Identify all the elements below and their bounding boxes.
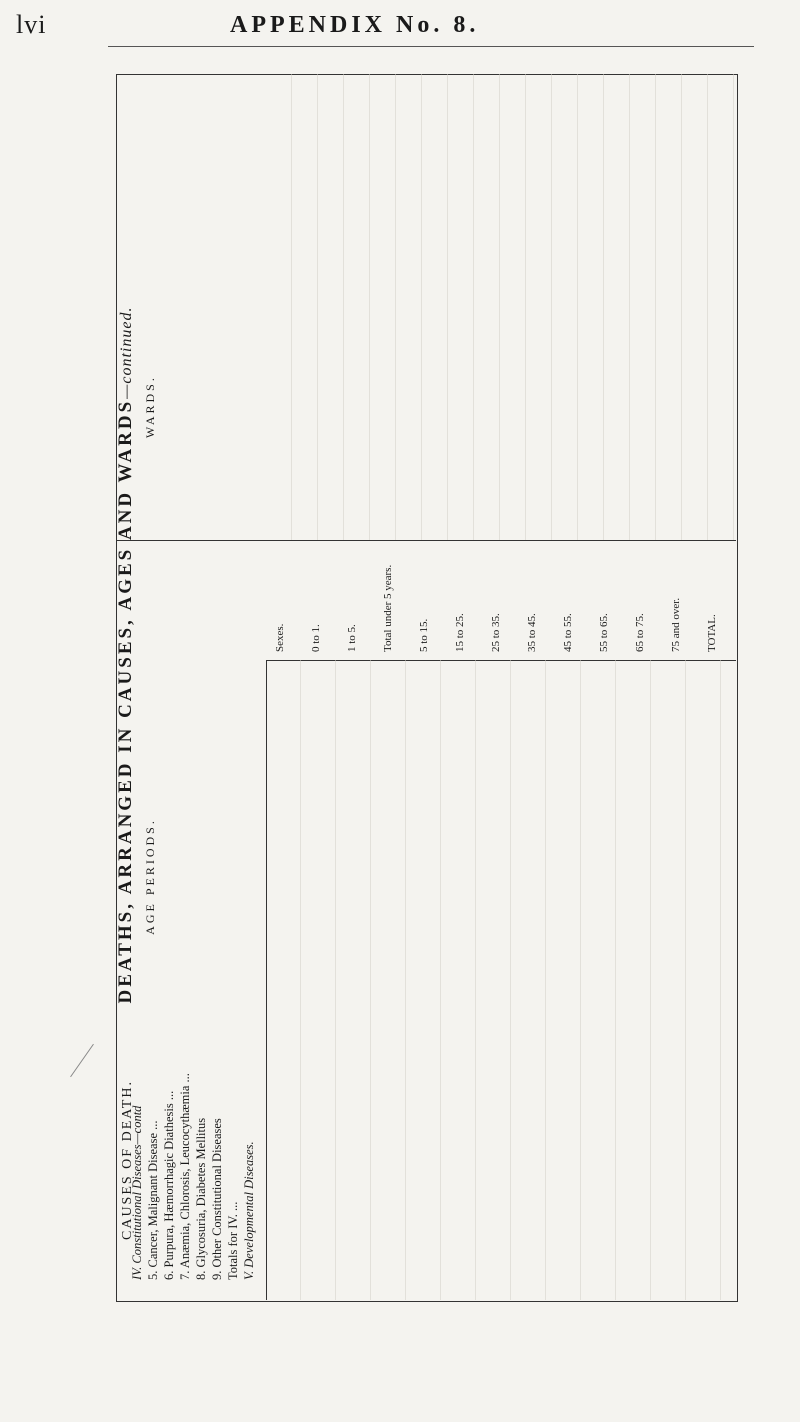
appendix-title: APPENDIX No. 8. <box>230 12 480 38</box>
caption-subheads: AGE PERIODS.WARDS. <box>143 375 157 935</box>
page-number: lvi <box>16 10 47 39</box>
wards-section <box>266 74 736 540</box>
head-rule <box>108 46 754 47</box>
running-head <box>0 0 800 60</box>
age-period-headers: Sexes. 0 to 1. 1 to 5. Total under 5 years. 5 to 15. 15 to 25. 25 to 35. 35 to 45. 45 to 55. 55 to 65. 65 to 75. 75 and over. TOTAL. <box>266 540 736 661</box>
data-grid <box>266 660 736 1300</box>
causes-column: CAUSES OF DEATH. IV. Constitutional Diseases—contd 5. Cancer, Malignant Disease ... 6. Purpura, Hæmorrhagic Diathesis ... 7. Anæmia, Chlorosis, Leucocythæmia ... 8. Glycosuria, Diabetes Mellitus 9. Other Constitutional Diseases Totals for IV. ... V. Developmental Diseases. <box>116 660 267 1300</box>
table-caption <box>115 105 185 1205</box>
wards-grid <box>266 74 736 540</box>
pencil-mark <box>70 1044 94 1077</box>
section-divider <box>116 540 736 541</box>
caption-title: DEATHS, ARRANGED IN CAUSES, AGES AND WARDS—continued. <box>115 306 136 1004</box>
